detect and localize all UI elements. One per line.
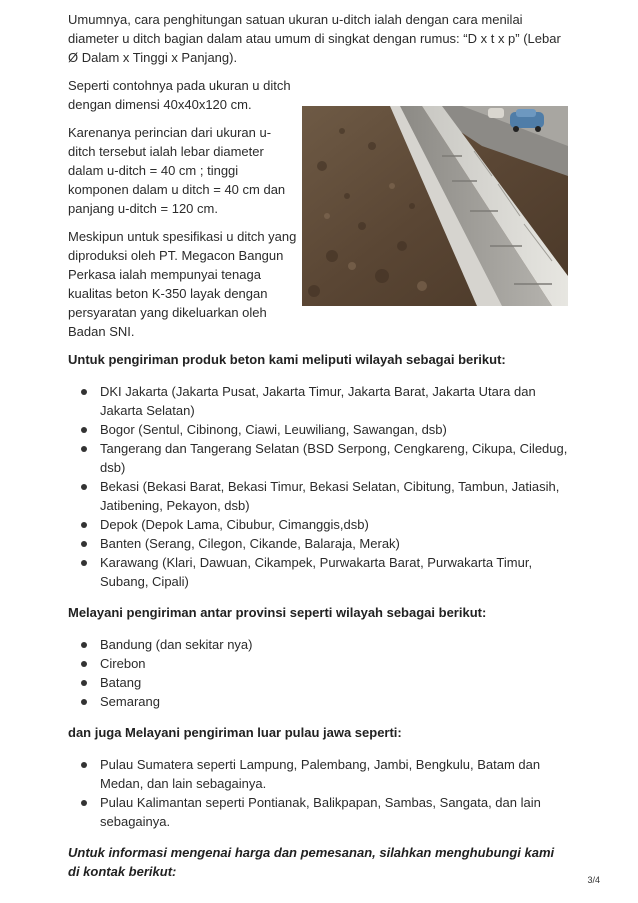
list-item: Karawang (Klari, Dawuan, Cikampek, Purwakarta Barat, Purwakarta Timur, Subang, Cipali) <box>100 553 568 591</box>
outer-island-list <box>68 755 568 831</box>
list-item: Bekasi (Bekasi Barat, Bekasi Timur, Bekasi Selatan, Cibitung, Tambun, Jatiasih, Jatibening, Pekayon, dsb) <box>100 477 568 515</box>
document-page <box>68 10 568 894</box>
list-item: Batang <box>100 673 568 692</box>
interprovince-list <box>68 635 568 711</box>
page-number: 3/4 <box>587 875 600 885</box>
list-item: Banten (Serang, Cilegon, Cikande, Balaraja, Merak) <box>100 534 568 553</box>
outer-island-heading: dan juga Melayani pengiriman luar pulau jawa seperti: <box>68 725 402 740</box>
list-item: Depok (Depok Lama, Cibubur, Cimanggis,dsb) <box>100 515 568 534</box>
list-item: Semarang <box>100 692 568 711</box>
spec-text: Meskipun untuk spesifikasi u ditch yang diproduksi oleh PT. Megacon Bangun Perkasa ialah mempunyai tenaga kualitas beton K-350 layak dengan persyaratan yang dikeluarkan oleh Badan SNI. <box>68 229 297 339</box>
spec-paragraph <box>68 227 298 341</box>
u-ditch-photo <box>302 106 568 306</box>
example-paragraph: Seperti contohnya pada ukuran u ditch dengan dimensi 40x40x120 cm. <box>68 78 291 112</box>
coverage-heading: Untuk pengiriman produk beton kami meliputi wilayah sebagai berikut: <box>68 352 506 367</box>
list-item: Cirebon <box>100 654 568 673</box>
list-item: Bandung (dan sekitar nya) <box>100 635 568 654</box>
list-item: DKI Jakarta (Jakarta Pusat, Jakarta Timur, Jakarta Barat, Jakarta Utara dan Jakarta Selatan) <box>100 382 568 420</box>
list-item: Pulau Kalimantan seperti Pontianak, Balikpapan, Sambas, Sangata, dan lain sebagainya. <box>100 793 568 831</box>
list-item: Bogor (Sentul, Cibinong, Ciawi, Leuwiliang, Sawangan, dsb) <box>100 420 568 439</box>
interprovince-heading: Melayani pengiriman antar provinsi seperti wilayah sebagai berikut: <box>68 605 487 620</box>
intro-paragraph: Umumnya, cara penghitungan satuan ukuran u-ditch ialah dengan cara menilai diameter u ditch bagian dalam atau umum di singkat dengan rumus: “D x t x p” (Lebar Ø Dalam x Tinggi x Panjang). <box>68 12 561 65</box>
contact-heading: Untuk informasi mengenai harga dan pemesanan, silahkan menghubungi kami di kontak berikut: <box>68 845 555 879</box>
list-item: Tangerang dan Tangerang Selatan (BSD Serpong, Cengkareng, Cikupa, Ciledug, dsb) <box>100 441 568 475</box>
detail-paragraph: Karenanya perincian dari ukuran u-ditch tersebut ialah lebar diameter dalam u-ditch = 40 cm ; tinggi komponen dalam u ditch = 40 cm dan panjang u-ditch = 120 cm. <box>68 125 286 216</box>
coverage-list <box>68 382 568 591</box>
list-item: Pulau Sumatera seperti Lampung, Palembang, Jambi, Bengkulu, Batam dan Medan, dan lain sebagainya. <box>100 755 568 793</box>
